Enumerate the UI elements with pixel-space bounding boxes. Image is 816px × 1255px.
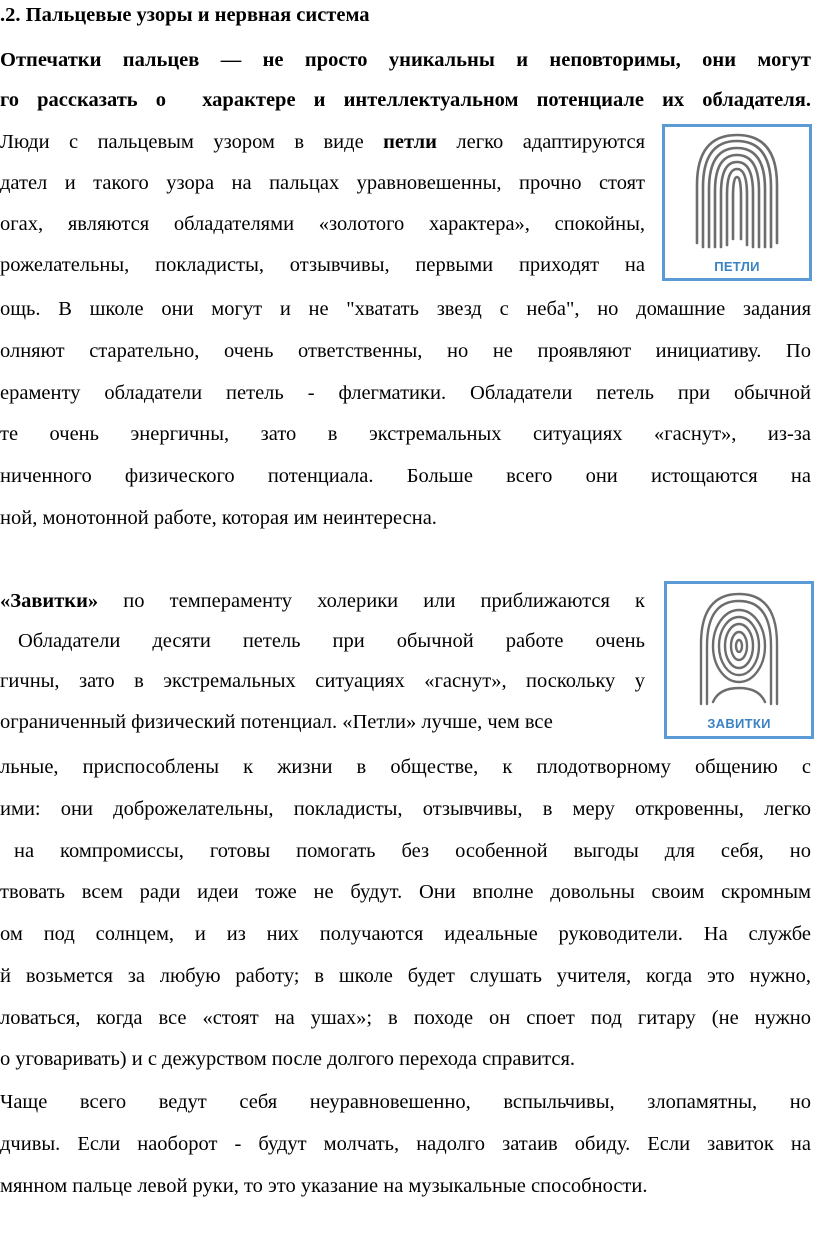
loops-line-8: те очень энергичны, зато в экстремальных ситуациях «гаснут», из-за (0, 423, 811, 445)
whorls-line-8: твовать всем ради идеи тоже не будут. Они вполне довольны своим скромным (0, 881, 811, 903)
loops-line-9: ниченного физического потенциала. Больше всего они истощаются на (0, 465, 811, 487)
whorls-line-4: ограниченный физический потенциал. «Петли» лучше, чем все (0, 711, 553, 733)
loops-line-3: огах, являются обладателями «золотого характера», спокойны, (0, 213, 645, 235)
whorls-line-13: Чаще всего ведут себя неуравновешенно, вспыльчивы, злопамятны, но (0, 1091, 811, 1113)
loops-line-4: рожелательны, покладисты, отзывчивы, первыми приходят на (0, 254, 645, 276)
whorls-line-14: дчивы. Если наоборот - будут молчать, надолго затаив обиду. Если завиток на (0, 1133, 811, 1155)
whorls-line-5: льные, приспособлены к жизни в обществе, к плодотворному общению с (0, 756, 811, 778)
loops-line-10: ной, монотонной работе, которая им неинтересна. (0, 507, 437, 529)
whorls-line-1-pre: « (0, 590, 11, 612)
whorls-line-11: ловаться, когда все «стоят на ушах»; в походе он споет под гитару (не нужно (0, 1007, 811, 1029)
loops-line-1-post: легко адаптируются (436, 131, 645, 153)
section-heading: .2. Пальцевые узоры и нервная система (0, 4, 370, 26)
loops-line-7: ераменту обладатели петель - флегматики. Обладатели петель при обычной (0, 382, 811, 404)
loops-line-6: олняют старательно, очень ответственны, но не проявляют инициативу. По (0, 340, 811, 362)
whorls-line-10: й возьмется за любую работу; в школе будет слушать учителя, когда это нужно, (0, 965, 811, 987)
intro-line-1: Отпечатки пальцев — не просто уникальны и неповторимы, они могут (0, 49, 811, 71)
whorls-line-12: о уговаривать) и с дежурством после долгого перехода справится. (0, 1048, 576, 1070)
loops-line-5: ощь. В школе они могут и не "хватать звезд с неба", но домашние задания (0, 298, 811, 320)
loops-line-1-pre: Люди с пальцевым узором в виде (0, 131, 384, 153)
loop-fingerprint-icon (665, 127, 809, 253)
whorls-line-6: ими: они доброжелательны, покладисты, отзывчивы, в меру откровенны, легко (0, 798, 811, 820)
whorls-line-1-post: по темпераменту холерики или приближаются к (98, 590, 645, 612)
loops-figure-caption: ПЕТЛИ (714, 259, 760, 274)
whorls-line-9: ом под солнцем, и из них получаются идеальные руководители. На службе (0, 923, 811, 945)
whorl-fingerprint-figure (664, 581, 814, 739)
loops-keyword: петли (383, 131, 437, 153)
intro-line-2: го рассказать о характере и интеллектуальном потенциале их обладателя. (0, 89, 811, 111)
loops-line-1 (0, 122, 645, 162)
whorls-keyword: Завитки» (10, 590, 99, 612)
whorls-line-15: мянном пальце левой руки, то это указание на музыкальные способности. (0, 1175, 648, 1197)
whorl-fingerprint-icon (667, 584, 811, 710)
whorls-figure-caption: ЗАВИТКИ (707, 716, 771, 731)
loops-line-2: дател и такого узора на пальцах уравновешенны, прочно стоят (0, 172, 645, 194)
whorls-line-3: гичны, зато в экстремальных ситуациях «гаснут», поскольку у (0, 670, 645, 692)
whorls-line-7: на компромиссы, готовы помогать без особенной выгоды для себя, но (14, 840, 811, 862)
whorls-line-1 (0, 581, 645, 621)
whorls-line-2: Обладатели десяти петель при обычной работе очень (18, 630, 645, 652)
loop-fingerprint-figure (662, 124, 812, 281)
